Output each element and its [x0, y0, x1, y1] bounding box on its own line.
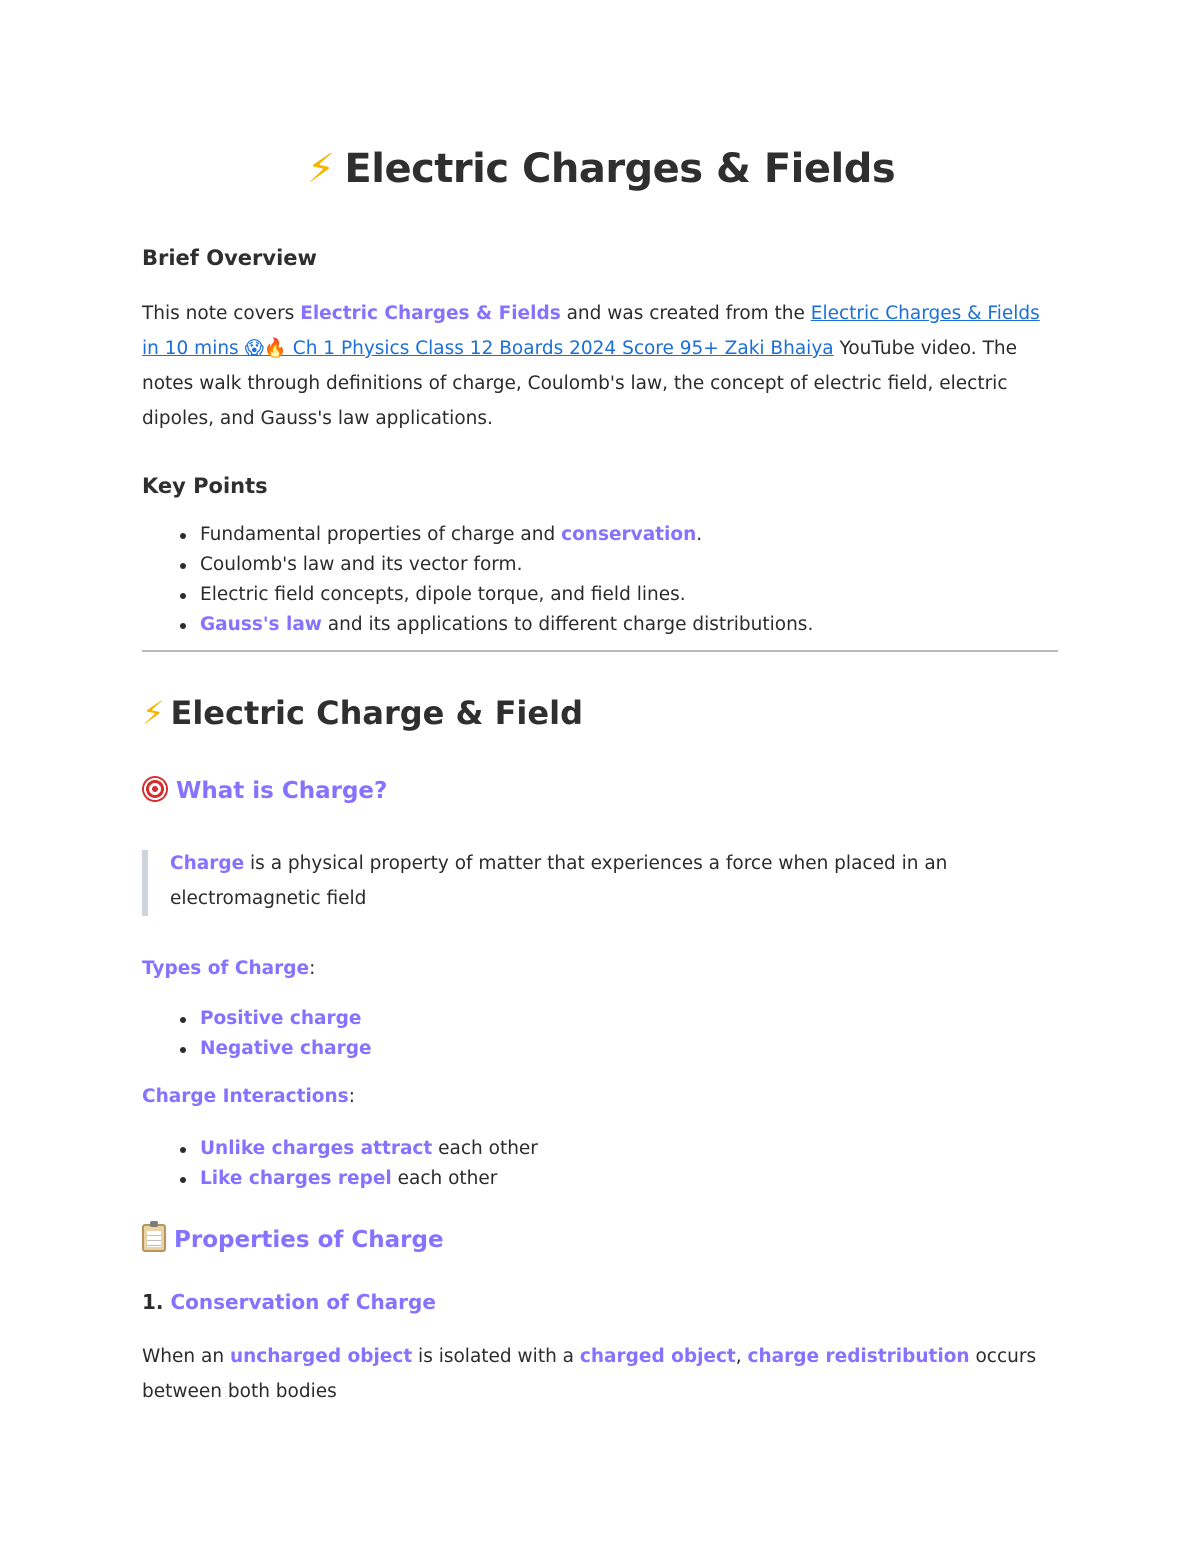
list-item: [142, 580, 813, 610]
page-title-text: Electric Charges & Fields: [344, 146, 896, 192]
properties-heading: [142, 1224, 444, 1253]
key-point-text: .: [696, 524, 703, 545]
key-point-text: Fundamental properties of charge and: [200, 524, 562, 545]
types-colon: :: [309, 958, 316, 979]
type-item: Negative charge: [200, 1038, 372, 1059]
clipboard-icon: [142, 1224, 166, 1252]
quote-highlight: Charge: [170, 853, 245, 874]
key-point-text: Coulomb's law and its vector form.: [200, 554, 523, 575]
list-item: [142, 1134, 538, 1164]
list-item: [142, 1164, 538, 1194]
overview-topic: Electric Charges & Fields: [300, 303, 561, 324]
lightning-icon: ⚡: [306, 146, 335, 192]
conservation-heading: [142, 1290, 436, 1314]
page-title: [142, 146, 1060, 192]
key-point-highlight: conservation: [561, 524, 697, 545]
interactions-colon: :: [348, 1086, 355, 1107]
overview-paragraph: [142, 296, 1052, 436]
conservation-text: occurs between both bodies: [142, 1346, 1037, 1402]
interaction-text: each other: [391, 1168, 498, 1189]
conservation-text: When an: [142, 1346, 230, 1367]
conservation-heading-text: Conservation of Charge: [170, 1290, 436, 1314]
interactions-label-text: Charge Interactions: [142, 1086, 349, 1107]
list-item: [142, 520, 813, 550]
key-points-heading: Key Points: [142, 474, 268, 498]
definition-quote: [142, 846, 1042, 916]
conservation-paragraph: [142, 1339, 1042, 1409]
key-point-text: and its applications to different charge distributions.: [321, 614, 814, 635]
section-heading: [142, 694, 583, 732]
overview-text-1: This note covers: [142, 303, 301, 324]
conservation-text: is isolated with a: [412, 1346, 580, 1367]
quote-bar: [142, 850, 148, 916]
conservation-highlight: charge redistribution: [747, 1346, 970, 1367]
conservation-highlight: charged object: [579, 1346, 736, 1367]
type-item: Positive charge: [200, 1008, 362, 1029]
types-label: [142, 958, 315, 979]
overview-text-3: YouTube video. The notes walk through definitions of charge, Coulomb's law, the concept of electric field, electric dipoles, and Gauss's law applications.: [142, 338, 1017, 429]
target-icon: [142, 776, 168, 802]
interaction-highlight: Like charges repel: [200, 1168, 392, 1189]
interactions-list: [142, 1134, 538, 1194]
what-is-charge-heading-text: What is Charge?: [176, 778, 388, 804]
conservation-text: ,: [735, 1346, 748, 1367]
overview-text-2: and was created from the: [560, 303, 811, 324]
key-point-highlight: Gauss's law: [200, 614, 322, 635]
what-is-charge-heading: [142, 776, 387, 804]
quote-text: is a physical property of matter that experiences a force when placed in an electromagnetic field: [170, 853, 948, 909]
key-point-text: Electric field concepts, dipole torque, and field lines.: [200, 584, 686, 605]
types-list: [142, 1004, 372, 1064]
key-points-list: [142, 520, 813, 640]
list-item: [142, 1004, 372, 1034]
section-heading-text: Electric Charge & Field: [170, 694, 583, 732]
divider: [142, 650, 1058, 652]
overview-heading: Brief Overview: [142, 246, 317, 270]
properties-heading-text: Properties of Charge: [174, 1227, 444, 1253]
conservation-highlight: uncharged object: [229, 1346, 413, 1367]
interaction-highlight: Unlike charges attract: [200, 1138, 433, 1159]
types-label-text: Types of Charge: [142, 958, 310, 979]
list-item: [142, 610, 813, 640]
list-item: [142, 1034, 372, 1064]
youtube-video-link[interactable]: Electric Charges & Fields in 10 mins 😱🔥 Ch 1 Physics Class 12 Boards 2024 Score 95+ Zaki Bhaiya: [142, 303, 1040, 359]
list-item: [142, 550, 813, 580]
lightning-icon: ⚡: [142, 694, 165, 732]
interactions-label: [142, 1086, 355, 1107]
interaction-text: each other: [432, 1138, 538, 1159]
conservation-number: 1.: [142, 1290, 171, 1314]
